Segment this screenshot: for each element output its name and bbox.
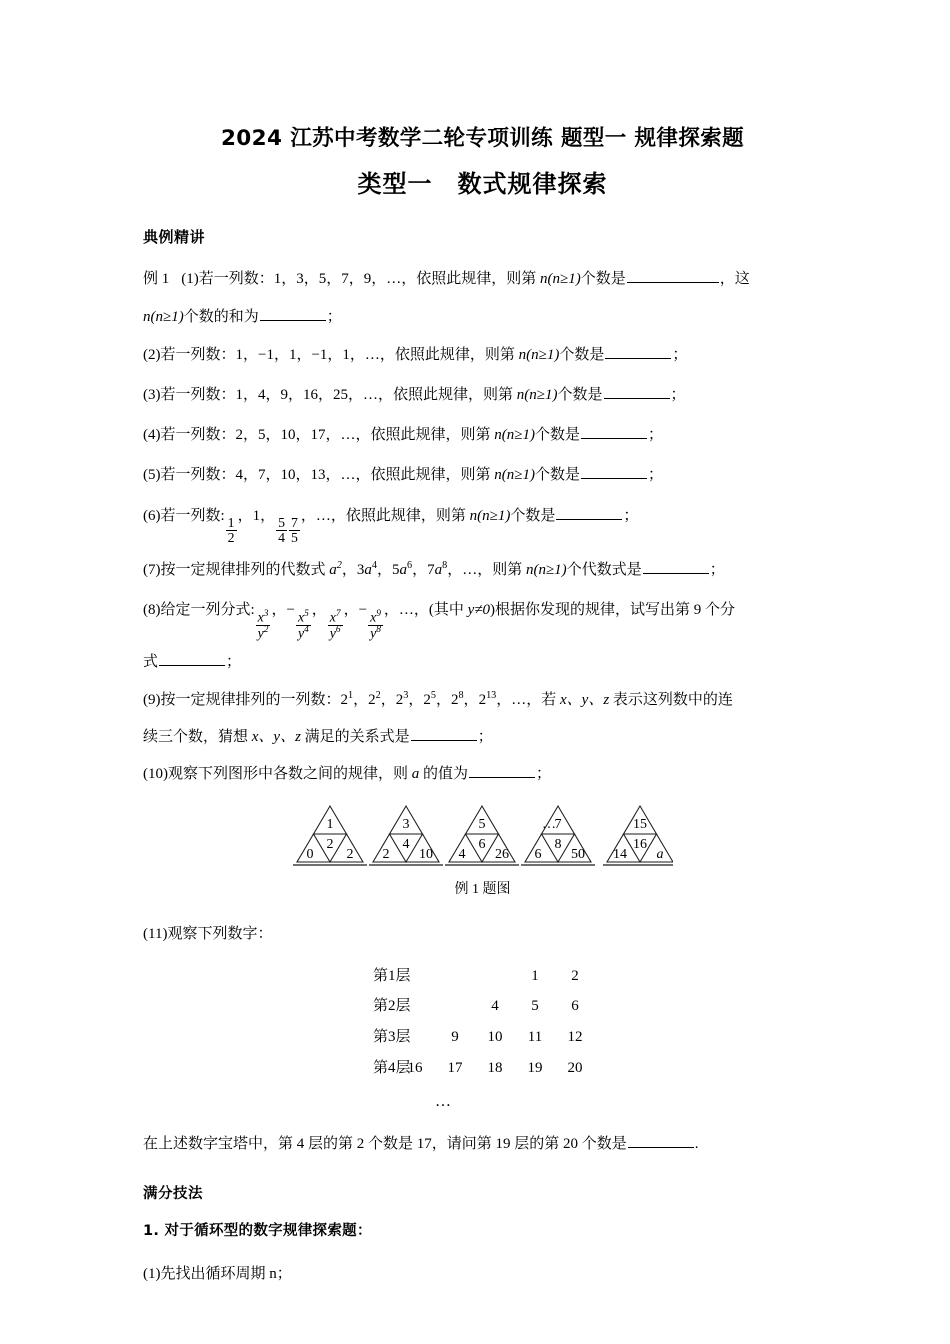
- question-10: [143, 758, 822, 790]
- triangle-right-value: 10: [418, 847, 433, 863]
- triangle-left-value: 6: [534, 847, 541, 863]
- question-10-text-c: ；: [536, 766, 552, 782]
- term-2-13: $2^{13}$: [478, 689, 497, 708]
- question-2-var-a: n(n≥1): [518, 346, 560, 363]
- pyramid-value: 18: [487, 1059, 503, 1076]
- pyramid-ellipsis: …: [435, 1092, 453, 1110]
- question-10-label: (10): [143, 766, 168, 782]
- triangle-top-value: 15: [632, 817, 647, 833]
- pyramid-value: 2: [571, 967, 579, 984]
- pyramid-value: 6: [571, 998, 579, 1015]
- triangle-right-value: 2: [346, 847, 353, 863]
- question-1-text-a: 若一列数：1，3，5，7，9，…，依照此规律，则第: [198, 271, 541, 288]
- question-11-text-a: 观察下列数字：: [167, 926, 273, 943]
- triangle-mid-value: 8: [554, 837, 561, 853]
- triangle-right-value: a: [656, 847, 663, 863]
- question-9-text-b: ，…，若: [496, 691, 561, 708]
- pyramid-value: 19: [527, 1059, 543, 1076]
- fraction-x9-y8: $\frac{x^9}{y^8}$: [370, 608, 381, 641]
- term-7a8: $7a^8$: [427, 560, 448, 579]
- pyramid-row: [143, 991, 822, 1022]
- answer-blank[interactable]: [627, 267, 719, 283]
- fraction-seven-fifths: $\frac{7}{5}$: [291, 514, 298, 546]
- question-11-closing-text: 在上述数字宝塔中，第 4 层的第 2 个数是 17，请问第 19 层的第 20 个数是: [143, 1135, 627, 1152]
- section-heading-tips: 满分技法: [143, 1185, 203, 1202]
- fraction-x3-y2: $\frac{x^3}{y^2}$: [257, 608, 269, 641]
- question-4: [143, 419, 822, 451]
- pyramid-value: 1: [531, 967, 539, 984]
- question-9-text-d: 续三个数，猜想: [143, 728, 252, 745]
- question-7-text-a: 按一定规律排列的代数式: [160, 562, 330, 579]
- triangle-mid-value: 2: [326, 837, 333, 853]
- term-2-1: $2^1$: [340, 689, 354, 708]
- question-4-text-a: 若一列数：2，5，10，17，…，依照此规律，则第: [160, 427, 495, 444]
- question-9-text-c: 表示这列数中的连: [609, 691, 733, 708]
- question-8-var-a: y≠0: [467, 602, 491, 619]
- pyramid-row: [143, 1022, 822, 1053]
- question-6-var-a: n(n≥1): [469, 507, 511, 524]
- question-9-text-a: 按一定规律排列的一列数：: [160, 691, 341, 708]
- question-11-closing: [143, 1128, 822, 1160]
- fraction-five-fourths: $\frac{5}{4}$: [278, 514, 285, 546]
- pyramid-value: 4: [491, 998, 499, 1015]
- triangle-mid-value: 16: [632, 837, 647, 853]
- pyramid-row-values: [475, 991, 595, 1022]
- question-8-text-c: )根据你发现的规律，试写出第 9 个分: [490, 602, 736, 619]
- example-label: 例 1: [143, 271, 170, 288]
- question-1-var-a: n(n≥1): [540, 271, 581, 288]
- question-5-label: (5): [143, 467, 161, 484]
- triangle-top-value: 1: [326, 817, 333, 833]
- question-2-text-b: 个数是: [559, 346, 605, 363]
- question-4-label: (4): [143, 427, 161, 444]
- question-2-text-a: 若一列数：1，−1，1，−1，1，…，依照此规律，则第: [160, 346, 519, 363]
- question-4-var-a: n(n≥1): [494, 427, 535, 444]
- question-9-label: (9): [143, 691, 161, 708]
- question-5-text-a: 若一列数：4，7，10，13，…，依照此规律，则第: [160, 467, 495, 484]
- answer-blank[interactable]: [643, 558, 709, 574]
- question-4-text-c: ；: [648, 427, 664, 444]
- type-title: 类型一 数式规律探索: [357, 169, 608, 198]
- question-6-text-b: ，…，依照此规律，则第: [300, 507, 470, 524]
- question-7-text-d: ；: [709, 562, 725, 579]
- triangle-right-value: 26: [494, 847, 509, 863]
- answer-blank[interactable]: [556, 504, 622, 520]
- triangle-left-value: 0: [306, 847, 313, 863]
- question-9: (9)按一定规律排列的一列数：$2^1$，$2^2$，$2^3$，$2^5$，$2^8$，$2^{13}$，…，若 x、y、z 表示这列数中的连: [143, 689, 733, 708]
- question-6-text-a: 若一列数:: [160, 507, 225, 524]
- question-9-vars-b: x、y、z: [251, 728, 301, 745]
- question-11-closing-end: .: [694, 1135, 699, 1152]
- triangle-figure: [143, 800, 822, 872]
- question-8-text-a: 给定一列分式:: [160, 602, 255, 619]
- term-2-8: $2^8$: [450, 689, 464, 708]
- answer-blank[interactable]: [469, 762, 535, 778]
- pyramid-value: 10: [487, 1029, 503, 1045]
- figure-caption: 例 1 题图: [454, 882, 511, 898]
- answer-blank[interactable]: [605, 343, 671, 359]
- pyramid-value: 16: [407, 1059, 423, 1076]
- question-2-label: (2): [143, 346, 161, 363]
- question-6-text-d: ；: [623, 507, 639, 524]
- question-6-label: (6): [143, 507, 161, 524]
- question-9-text-e: 满足的关系式是: [300, 728, 410, 745]
- triangle-right-value: 50: [570, 847, 585, 863]
- answer-blank[interactable]: [581, 423, 647, 439]
- triangle-left-value: 4: [458, 847, 465, 863]
- section-heading-examples: 典例精讲: [143, 228, 206, 247]
- question-8-text-e: ；: [226, 654, 242, 671]
- pyramid-row: [143, 961, 822, 992]
- pyramid-row-values: [435, 1022, 595, 1053]
- question-8-text-d: 式: [143, 654, 159, 671]
- term-3a4: $3a^4$: [356, 560, 377, 579]
- page-title: 2024 江苏中考数学二轮专项训练 题型一 规律探索题: [220, 126, 745, 151]
- answer-blank[interactable]: [604, 383, 670, 399]
- question-6-text-c: 个数是: [510, 507, 556, 524]
- question-5: [143, 459, 822, 491]
- triangle-left-value: 2: [382, 847, 389, 863]
- triangle-top-value: 3: [402, 817, 409, 833]
- tips-subheading: 1. 对于循环型的数字规律探索题：: [143, 1222, 372, 1239]
- pyramid-row: [143, 1053, 822, 1084]
- figure-ellipsis: …: [541, 817, 556, 833]
- question-6-mid: ，1，: [237, 507, 276, 524]
- question-8-cont: [143, 646, 822, 678]
- question-6: [143, 500, 822, 546]
- question-10-var-a: a: [411, 766, 420, 782]
- tips-item-1-text: (1)先找出循环周期 n；: [143, 1265, 292, 1282]
- answer-blank[interactable]: [628, 1132, 694, 1148]
- pyramid-row-label: 第3层: [373, 1029, 411, 1045]
- question-3: [143, 379, 822, 411]
- number-pyramid: [143, 961, 822, 1084]
- question-1-text-d: 个数的和为: [183, 309, 259, 326]
- term-2-5: $2^5$: [423, 689, 436, 708]
- question-2: [143, 339, 822, 371]
- pyramid-value: 5: [531, 998, 539, 1015]
- triangle-top-value: 5: [478, 817, 485, 833]
- question-7-var-a: n(n≥1): [525, 562, 567, 579]
- question-1-var-b: n(n≥1): [143, 309, 184, 326]
- question-8: (8)给定一列分式: $\frac{x^3}{y^2}$ ，− $\frac{x^5}{y^4}$ ， $\frac{x^7}{y^6}$ ，− $\frac{x^9}{y^8}$ ，…，(其中 y≠0)根据你发现的规律，试写出第 9 个分: [143, 602, 736, 641]
- question-10-text-a: 观察下列图形中各数之间的规律，则: [168, 766, 412, 782]
- question-5-text-b: 个数是: [535, 467, 581, 484]
- question-5-text-c: ；: [648, 467, 664, 484]
- question-11: [143, 918, 822, 950]
- pyramid-value: 17: [447, 1059, 463, 1076]
- triangle-top-value: 7: [554, 817, 561, 833]
- fraction-one-half: $\frac{1}{2}$: [227, 514, 235, 546]
- triangle-diagram-svg: [293, 800, 673, 872]
- term-a2: $a^2$: [329, 560, 342, 579]
- pyramid-value: 9: [451, 1029, 459, 1045]
- pyramid-row-label: 第2层: [373, 998, 411, 1015]
- question-8-text-b: ，…，(其中: [383, 602, 468, 619]
- pyramid-row-label: 第1层: [373, 967, 411, 984]
- question-1-text-b: 个数是: [580, 271, 626, 288]
- answer-blank[interactable]: [411, 725, 477, 741]
- question-11-label: (11): [143, 926, 168, 943]
- pyramid-value: 12: [567, 1029, 583, 1045]
- answer-blank[interactable]: [260, 305, 326, 321]
- question-2-text-c: ；: [672, 346, 688, 363]
- pyramid-value: 11: [527, 1029, 543, 1045]
- question-3-label: (3): [143, 386, 161, 403]
- question-9-text-f: ；: [477, 728, 493, 745]
- question-3-text-a: 若一列数：1，4，9，16，25，…，依照此规律，则第: [160, 386, 517, 403]
- term-5a6: $5a^6$: [391, 560, 413, 579]
- question-7-label: (7): [143, 562, 161, 579]
- triangle-left-value: 14: [612, 847, 627, 863]
- question-3-var-a: n(n≥1): [516, 386, 558, 403]
- pyramid-row-values: [395, 1053, 595, 1084]
- question-9-cont: [143, 721, 822, 753]
- question-1-text-c: ，这: [719, 271, 750, 288]
- answer-blank[interactable]: [159, 650, 225, 666]
- question-4-text-b: 个数是: [535, 427, 581, 444]
- question-8-label: (8): [143, 602, 161, 619]
- pyramid-value: 20: [567, 1059, 583, 1076]
- pyramid-row-values: [515, 961, 595, 992]
- question-7-text-b: ，…，则第: [447, 562, 526, 579]
- question-1-text-e: ；: [326, 309, 342, 326]
- question-1: [143, 263, 822, 295]
- triangle-mid-value: 6: [478, 837, 485, 853]
- term-2-2: $2^2$: [368, 689, 381, 708]
- answer-blank[interactable]: [581, 463, 647, 479]
- tips-item-1: [143, 1258, 822, 1290]
- triangle-mid-value: 4: [402, 837, 409, 853]
- pyramid-row-label: 第4层: [373, 1059, 411, 1076]
- question-9-vars-a: x、y、z: [560, 691, 610, 708]
- question-7-text-c: 个代数式是: [566, 562, 642, 579]
- question-1-label: (1): [181, 271, 199, 288]
- fraction-x5-y4: $\frac{x^5}{y^4}$: [297, 608, 309, 641]
- question-7: (7)按一定规律排列的代数式 $a^2$，$3a^4$，$5a^6$，$7a^8$，…，则第 n(n≥1)个代数式是 ；: [143, 560, 725, 579]
- term-2-3: $2^3$: [395, 689, 409, 708]
- fraction-x7-y6: $\frac{x^7}{y^6}$: [329, 608, 341, 641]
- question-1-cont: [143, 301, 822, 333]
- question-10-text-b: 的值为: [419, 766, 469, 782]
- question-5-var-a: n(n≥1): [494, 467, 535, 484]
- question-3-text-c: ；: [670, 386, 686, 403]
- question-3-text-b: 个数是: [557, 386, 603, 403]
